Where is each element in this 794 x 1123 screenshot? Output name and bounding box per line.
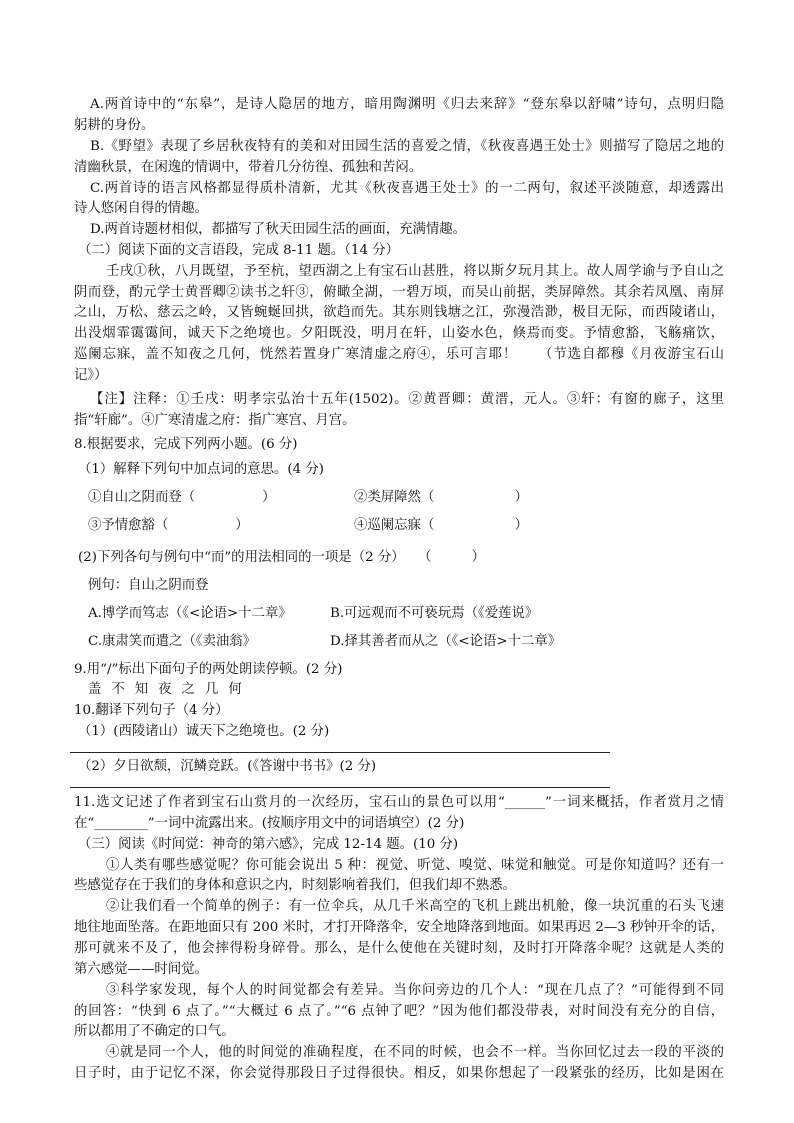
choice-c: C.康肃笑而遣之（《卖油翁》 [88,634,257,649]
article-line: ①人类有哪些感觉呢？你可能会说出 5 种：视觉、听觉、嗅觉、味觉和触觉。可是你知道吗？还有一 [106,858,724,873]
passage-line: 出没烟霏霭霭间，诚天下之绝境也。夕阳既没，明月在轩，山姿水色，倏焉而变。予情愈豁，飞觞痛饮， [74,326,724,341]
section-three-heading: （三）阅读《时间觉：神奇的第六感》，完成 12-14 题。(10 分) [78,837,459,852]
passage-line: 壬戌①秋，八月既望，予至杭，望西湖之上有宝石山甚胜，将以斯夕玩月其上。故人周学谕与予自山之 [106,264,724,279]
choice-d: D.择其善者而从之（《<论语>十二章》 [330,634,562,649]
passage-line: 巡阑忘寐，盖不知夜之几何，恍然若置身广寒清虚之府④，乐可言耶！ （节选自都穆《月夜游宝石山 [74,347,724,362]
q8-item-1: ①自山之阴而登（ ） [88,490,276,505]
question-10: 10.翻译下列句子（4 分） [74,703,229,718]
option-a-line1: A.两首诗中的“东皋”，是诗人隐居的地方，暗用陶渊明《归去来辞》“登东皋以舒啸”诗句，点明归隐 [90,97,724,112]
passage-line: 之山，万松、慈云之岭，又皆蜿蜒回拱，欲趋而先。其东则钱塘之江，弥漫浩渺，极目无际，而西陵诸山， [74,305,724,320]
q8-item-2: ②类屏障然（ ） [354,490,529,505]
choice-a: A.博学而笃志（《<论语>十二章》 [88,606,292,621]
article-line: ④就是同一个人，他的时间觉的准确程度，在不同的时候，也会不一样。当你回忆过去一段的平淡的 [106,1045,724,1060]
article-line: 些感觉存在于我们的身体和意识之内，时刻影响着我们，但我们却不熟悉。 [74,878,516,893]
section-two-heading: （二）阅读下面的文言语段，完成 8-11 题。（14 分） [78,243,400,258]
article-line: 第六感觉——时间觉。 [74,962,208,977]
article-line: 那可就来不及了，他会摔得粉身碎骨。那么，是什么使他在关键时刻，及时打开降落伞呢？这就是人类的 [74,941,724,956]
passage-line: 记》） [74,368,108,383]
example-sentence: 例句：自山之阴而登 [88,578,209,593]
article-line: 的回答：“快到 6 点了。”“大概过 6 点了。”“6 点钟了吧？”因为他们都没带表，对时间没有充分的自信， [74,1004,724,1019]
q8-item-3: ③予情愈豁（ ） [88,518,249,533]
question-8-1: （1）解释下列句中加点词的意思。(4 分) [78,462,324,477]
question-11-line1: 11.选文记述了作者到宝石山赏月的一次经历，宝石山的景色可以用“______”一词来概括，作者赏月之情 [74,795,724,810]
option-d: D.两首诗题材相似，都描写了秋天田园生活的画面，充满情趣。 [90,222,467,237]
answer-line[interactable] [70,787,610,788]
article-line: ③科学家发现，每个人的时间觉都会有差异。当你问旁边的几个人：“现在几点了？”可能得到不同 [106,983,724,998]
question-9: 9.用“/”标出下面句子的两处朗读停顿。(2 分) [74,662,343,677]
annotation-line2: 指“轩廊”。④广寒清虚之府：指广寒宫、月宫。 [74,413,356,428]
option-b-line1: B.《野望》表现了乡居秋夜特有的美和对田园生活的喜爱之情，《秋夜喜遇王处士》则描写了隐居之地的 [90,139,724,154]
option-b-line2: 清幽秋景，在闲逸的情调中，带着几分彷徨、孤独和苦闷。 [74,160,423,175]
question-10-1: （1）(西陵诸山）诚天下之绝境也。(2 分) [78,724,330,739]
article-line: 地往地面坠落。在距地面只有 200 米时，才打开降落伞，安全地降落到地面。如果再迟 2—3 秒钟开伞的话， [74,920,724,935]
answer-line[interactable] [70,752,610,753]
option-c-line2: 诗人悠闲自得的情趣。 [74,201,208,216]
question-8: 8.根据要求，完成下列两小题。(6 分) [74,437,298,452]
question-11-line2: 在“________”一词中流露出来。(按顺序用文中的词语填空）(2 分) [74,816,465,831]
option-c-line1: C.两首诗的语言风格都显得质朴清新，尤其《秋夜喜遇王处士》的一二两句，叙述平淡随意，却透露出 [90,181,724,196]
article-line: ②让我们看一个简单的例子：有一位伞兵，从几千米高空的飞机上跳出机舱，像一块沉重的石头飞速 [106,899,724,914]
question-9-sentence: 盖不知夜之几何 [88,682,252,697]
passage-line: 阴而登，酌元学士黄晋卿②读书之轩③，俯瞰全湖，一碧万顷，而吴山前据，类屏障然。其余若凤凰、南屏 [74,285,724,300]
choice-b: B.可远观而不可亵玩焉（《爱莲说》 [330,606,539,621]
annotation-line1: 【注】注释：①壬戌：明孝宗弘治十五年(1502)。②黄晋卿：黄溍，元人。③轩：有窗的廊子，这里 [90,392,724,407]
article-line: 日子时，由于记忆不深，你会觉得那段日子过得很快。相反，如果你想起了一段紧张的经历，比如是困在 [74,1066,724,1081]
question-10-2: （2）夕日欲颓，沉鳞竞跃。(《答谢中书书》(2 分) [78,759,377,774]
q8-item-4: ④巡阑忘寐（ ） [354,518,529,533]
question-8-2: (2)下列各句与例句中“而”的用法相同的一项是（2 分） （ ） [78,550,485,565]
option-a-line2: 躬耕的身份。 [74,118,155,133]
article-line: 所以都用了不确定的口气。 [74,1024,235,1039]
